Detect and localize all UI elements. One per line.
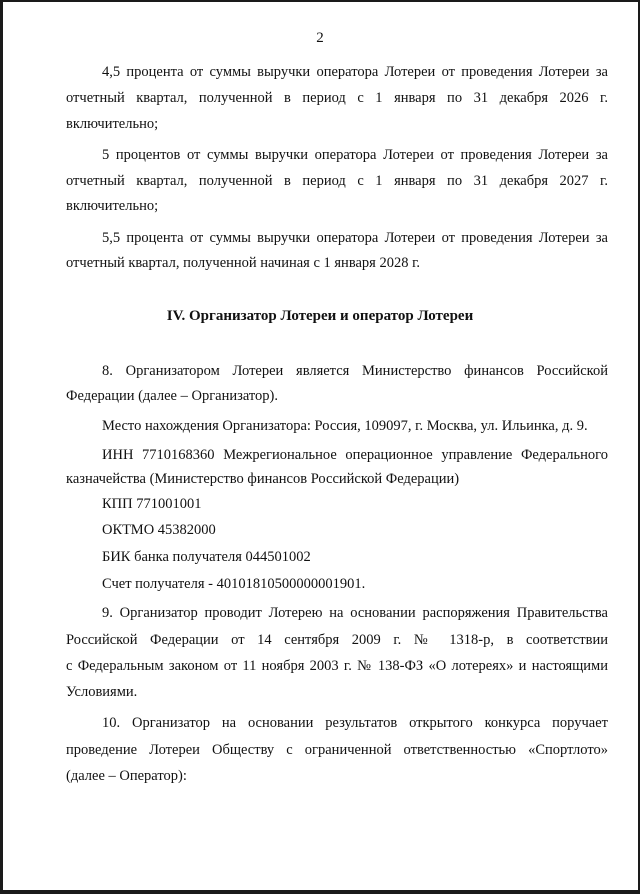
paragraph-2-line-2: отчетный квартал, полученной в период с 1 января по 31 декабря 2027 г. bbox=[66, 173, 608, 189]
clause-10-line-2: проведение Лотереи Обществу с ограниченной ответственностью «Спортлото» bbox=[66, 742, 608, 758]
clause-9-line-1: 9. Организатор проводит Лотерею на основании распоряжения Правительства bbox=[102, 605, 608, 621]
page-number: 2 bbox=[316, 30, 324, 46]
account-line: Счет получателя - 40101810500000001901. bbox=[102, 576, 366, 592]
paragraph-2-line-3: включительно; bbox=[66, 198, 159, 214]
paragraph-3-line-2: отчетный квартал, полученной начиная с 1 января 2028 г. bbox=[66, 255, 421, 271]
inn-line-1: ИНН 7710168360 Межрегиональное операционное управление Федерального bbox=[102, 447, 608, 463]
clause-10-line-1: 10. Организатор на основании результатов открытого конкурса поручает bbox=[102, 715, 608, 731]
paragraph-1-line-1: 4,5 процента от суммы выручки оператора Лотереи от проведения Лотереи за bbox=[102, 64, 608, 80]
clause-10-line-3: (далее – Оператор): bbox=[66, 768, 187, 784]
paragraph-2-line-1: 5 процентов от суммы выручки оператора Лотереи от проведения Лотереи за bbox=[102, 147, 608, 163]
clause-9-line-4: Условиями. bbox=[66, 684, 138, 700]
clause-9-line-3: с Федеральным законом от 11 ноября 2003 г. № 138-ФЗ «О лотереях» и настоящими bbox=[66, 658, 608, 674]
clause-8-line-1: 8. Организатором Лотереи является Министерство финансов Российской bbox=[102, 363, 608, 379]
clause-9-line-2: Российской Федерации от 14 сентября 2009 г. № 1318-р, в соответствии bbox=[66, 632, 608, 648]
inn-line-2: казначейства (Министерство финансов Российской Федерации) bbox=[66, 471, 460, 487]
kpp-line: КПП 771001001 bbox=[102, 496, 202, 512]
section-heading: IV. Организатор Лотереи и оператор Лотереи bbox=[166, 308, 474, 324]
scan-edge-top bbox=[0, 0, 640, 2]
oktmo-line: ОКТМО 45382000 bbox=[102, 522, 216, 538]
paragraph-1-line-3: включительно; bbox=[66, 116, 159, 132]
paragraph-1-line-2: отчетный квартал, полученной в период с 1 января по 31 декабря 2026 г. bbox=[66, 90, 608, 106]
clause-8-line-2: Федерации (далее – Организатор). bbox=[66, 388, 278, 404]
scan-edge-left bbox=[0, 0, 3, 894]
bik-line: БИК банка получателя 044501002 bbox=[102, 549, 311, 565]
organizer-location: Место нахождения Организатора: Россия, 109097, г. Москва, ул. Ильинка, д. 9. bbox=[102, 418, 588, 434]
scan-edge-bottom bbox=[0, 890, 640, 894]
paragraph-3-line-1: 5,5 процента от суммы выручки оператора Лотереи от проведения Лотереи за bbox=[102, 230, 608, 246]
